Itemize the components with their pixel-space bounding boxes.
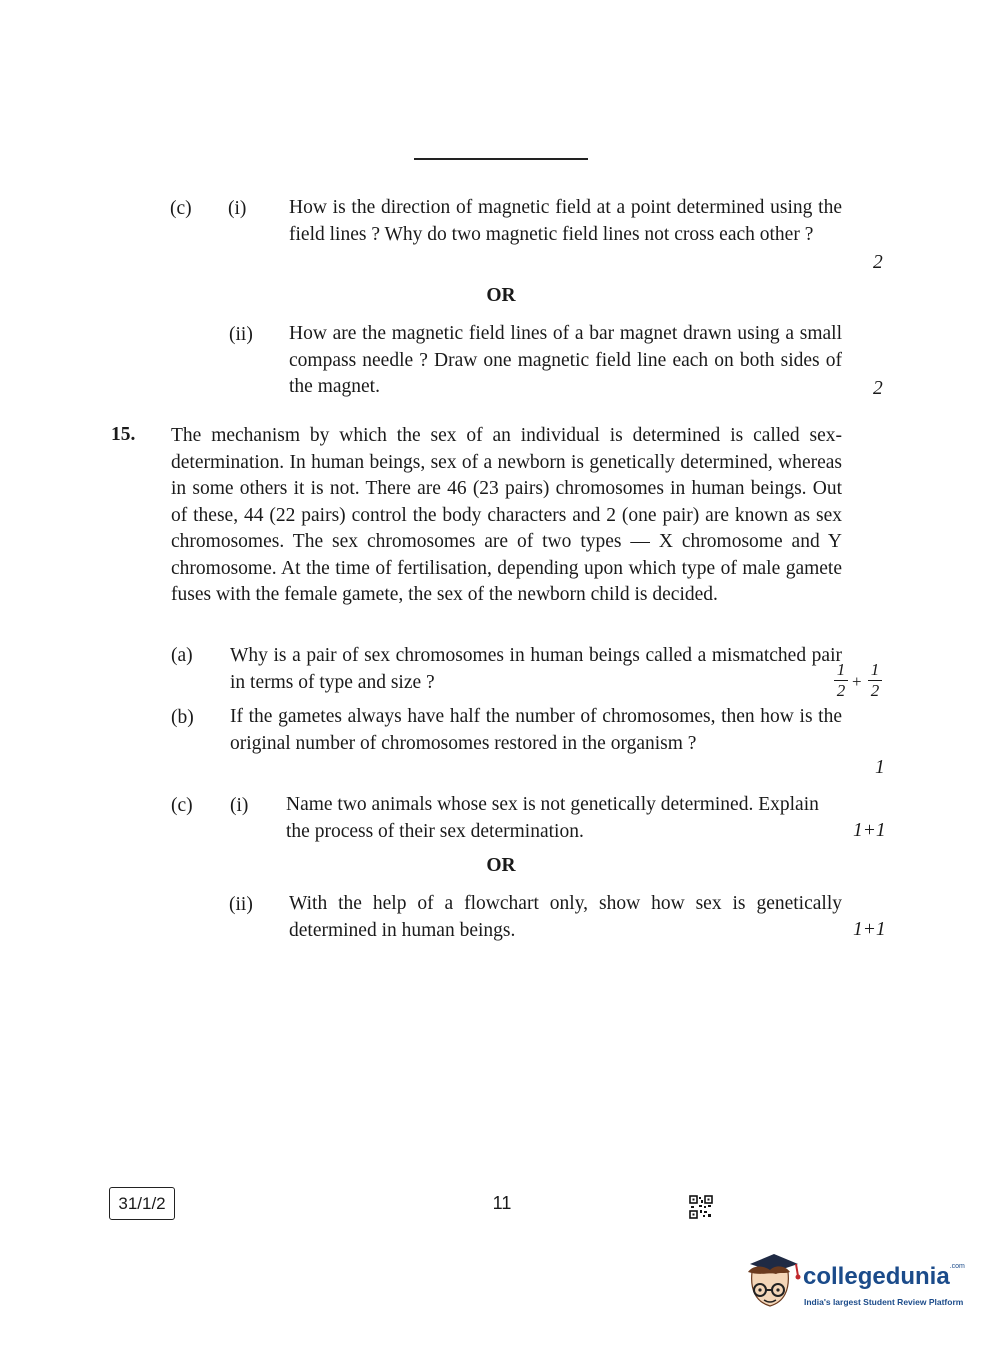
- logo-suffix: .com: [949, 1263, 965, 1270]
- q14-c-ii-label: (ii): [229, 324, 253, 345]
- collegedunia-tagline: India's largest Student Review Platform: [804, 1297, 964, 1307]
- q14-c-i-marks: 2: [873, 252, 883, 273]
- logo-name: collegedunia: [803, 1263, 950, 1290]
- q14-or-separator: OR: [486, 285, 516, 306]
- q14-c-ii-marks: 2: [873, 378, 883, 399]
- q15-b-marks: 1: [875, 757, 885, 778]
- q15-or-separator: OR: [486, 855, 516, 876]
- q15-a-text: Why is a pair of sex chromosomes in human beings called a mismatched pair in terms of type and size ?: [230, 645, 842, 693]
- fraction-denominator: 2: [870, 681, 880, 701]
- q14-c-ii-text: How are the magnetic field lines of a bar magnet drawn using a small compass needle ? Draw one magnetic field line each on both sides of the magnet.: [289, 323, 842, 397]
- fraction-numerator: 1: [870, 660, 880, 679]
- q15-a-mark-plus: +: [852, 672, 862, 691]
- q15-b-label: (b): [171, 707, 194, 728]
- q15-a-label: (a): [171, 645, 193, 666]
- page-number: 11: [492, 1193, 512, 1213]
- q15-c-ii-text: With the help of a flowchart only, show how sex is genetically determined in human beings.: [289, 893, 842, 941]
- q15-a-mark-fraction-2: [868, 661, 882, 700]
- q15-c-i-marks: 1+1: [853, 820, 886, 841]
- fraction-numerator: 1: [836, 660, 846, 679]
- q15-c-ii-label: (ii): [229, 894, 253, 915]
- q15-c-i-text: Name two animals whose sex is not genetically determined. Explain the process of their sex determination.: [286, 794, 819, 842]
- top-divider-line: [414, 158, 588, 160]
- q14-c-i-text: How is the direction of magnetic field at a point determined using the field lines ? Why do two magnetic field lines not cross each other ?: [289, 197, 842, 245]
- q15-c-i-label: (i): [230, 795, 249, 816]
- q15-a-mark-fraction-1: [834, 661, 848, 700]
- collegedunia-mascot-icon: [740, 1250, 802, 1314]
- q15-c-ii-marks: 1+1: [853, 919, 886, 940]
- qr-code-icon: [689, 1195, 713, 1219]
- q14-c-i-label: (i): [228, 198, 247, 219]
- q15-c-label: (c): [171, 795, 193, 816]
- q15-passage: The mechanism by which the sex of an individual is determined is called sex-determination. In human beings, sex of a newborn is genetically determined, whereas in some others it is not. There are 46 (23 pairs) chromosomes in human beings. Out of these, 44 (22 pairs) control the body characters and 2 (one pair) are known as sex chromosomes. The sex chromosomes are of two types — X chromosome and Y chromosome. At the time of fertilisation, depending upon which type of male gamete fuses with the female gamete, the sex of the newborn child is decided.: [171, 425, 842, 605]
- fraction-denominator: 2: [836, 681, 846, 701]
- q15-b-text: If the gametes always have half the number of chromosomes, then how is the original number of chromosomes restored in the organism ?: [230, 706, 842, 754]
- paper-code-box: 31/1/2: [109, 1187, 175, 1220]
- q14-part-c-label: (c): [170, 198, 192, 219]
- collegedunia-logo-text: [803, 1263, 965, 1291]
- q15-number: 15.: [111, 424, 136, 445]
